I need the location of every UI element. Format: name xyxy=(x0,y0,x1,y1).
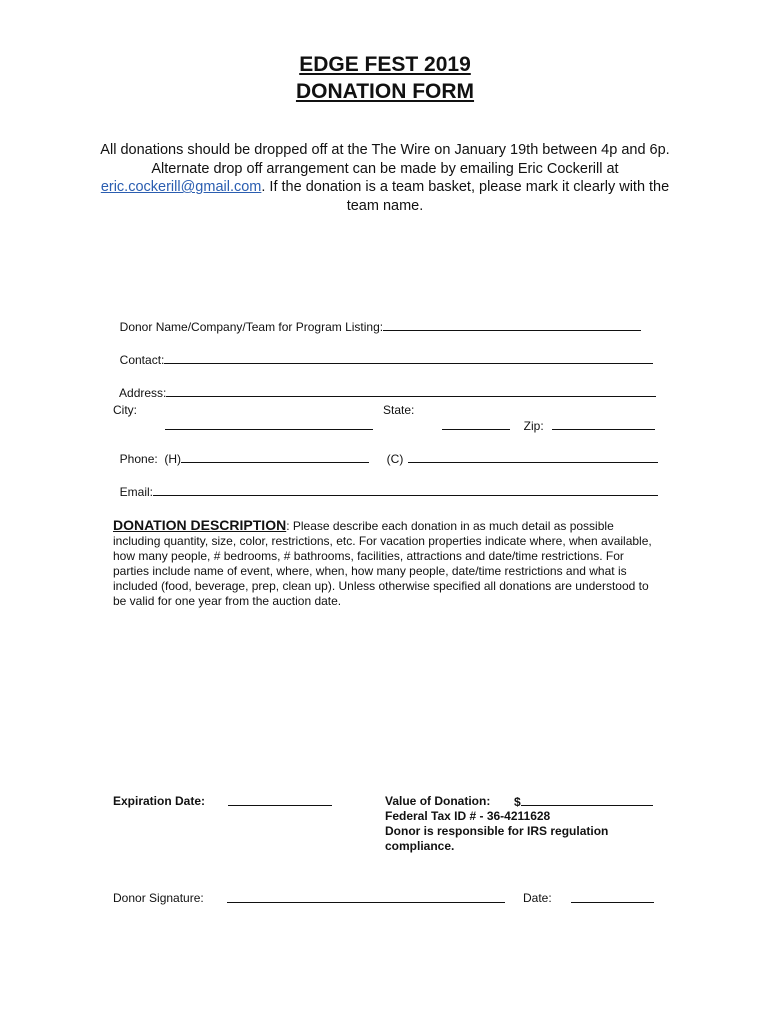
signature-row xyxy=(227,891,505,907)
date-row xyxy=(571,891,654,907)
irs-note: Donor is responsible for IRS regulation compliance. xyxy=(385,824,609,853)
phone-home-field[interactable] xyxy=(181,451,369,463)
email-link[interactable]: eric.cockerill@gmail.com xyxy=(100,179,262,195)
email-row xyxy=(113,468,658,500)
intro-text-end: . If the donation is a team basket, please mark it clearly with the team name. xyxy=(261,179,670,214)
city-row xyxy=(158,402,373,434)
intro-text: All donations should be dropped off at the The Wire on January 19th between 4p and 6p. Alternate drop off arrangement can be made by emailing Eric Cockerill at xyxy=(100,142,670,177)
date-field[interactable] xyxy=(571,891,654,903)
address-label: Address: xyxy=(119,386,167,400)
email-field[interactable] xyxy=(153,484,658,496)
state-row xyxy=(435,402,510,434)
date-label: Date: xyxy=(523,891,552,905)
zip-label: Zip: xyxy=(523,419,544,433)
expiration-label: Expiration Date: xyxy=(113,794,206,808)
value-label: Value of Donation: xyxy=(385,794,491,808)
state-label: State: xyxy=(383,403,415,417)
form-subtitle: DONATION FORM xyxy=(295,80,475,103)
value-prefix: $ xyxy=(514,795,521,809)
phone-cell-label: (C) xyxy=(386,452,404,466)
phone-home-label: Phone: (H) xyxy=(119,452,182,466)
contact-row xyxy=(113,336,653,368)
value-row xyxy=(514,794,653,810)
contact-label: Contact: xyxy=(119,353,165,367)
signature-field[interactable] xyxy=(227,891,505,903)
state-field[interactable] xyxy=(442,418,510,430)
signature-label: Donor Signature: xyxy=(113,891,204,905)
email-label: Email: xyxy=(119,485,154,499)
phone-cell-row xyxy=(380,435,658,467)
description-text: : Please describe each donation in as much detail as possible including quantity, size, color, restrictions, etc. For vacation properties indicate where, when available, how many people, # bedrooms, # bathrooms, facilities, attractions and date/time restrictions. For parties include name of event, where, when, how many people, date/time restrictions and what is included (food, beverage, prep, clean up). Unless otherwise specified all donations are understood to be valid for one year from the auction date. xyxy=(113,519,652,608)
donation-description xyxy=(113,518,658,609)
description-heading: DONATION DESCRIPTION xyxy=(113,517,287,533)
form-title: EDGE FEST 2019 xyxy=(299,53,471,76)
phone-home-row xyxy=(113,435,369,467)
donor-name-row xyxy=(113,303,641,335)
address-row xyxy=(113,369,656,401)
tax-id: Federal Tax ID # - 36-4211628 xyxy=(385,809,551,823)
zip-field[interactable] xyxy=(552,418,655,430)
intro-paragraph xyxy=(100,141,670,215)
expiration-row xyxy=(228,794,332,810)
phone-cell-field[interactable] xyxy=(408,451,658,463)
contact-field[interactable] xyxy=(164,352,653,364)
expiration-field[interactable] xyxy=(228,794,332,806)
zip-row xyxy=(517,402,655,434)
city-field[interactable] xyxy=(165,418,373,430)
city-label: City: xyxy=(113,403,137,417)
address-field[interactable] xyxy=(166,385,656,397)
donor-name-field[interactable] xyxy=(383,319,641,331)
value-field[interactable] xyxy=(521,794,653,806)
donor-name-label: Donor Name/Company/Team for Program Listing: xyxy=(119,320,384,334)
